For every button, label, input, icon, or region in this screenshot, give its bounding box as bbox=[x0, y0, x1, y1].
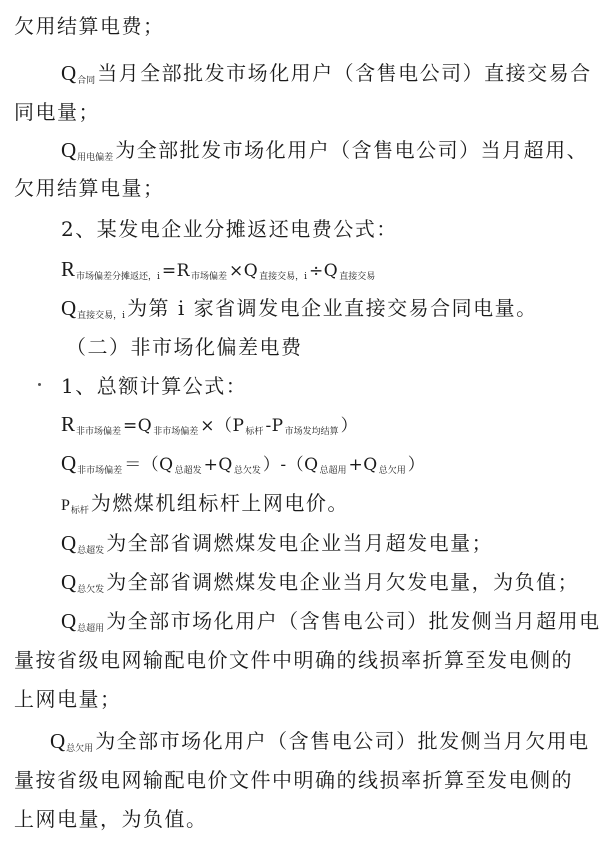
subscript: 非市场偏差 bbox=[77, 466, 123, 476]
symbol-p: P bbox=[61, 497, 70, 514]
line-text: 为第 i 家省调发电企业直接交易合同电量。 bbox=[127, 296, 538, 320]
operator: ＝（Q bbox=[124, 455, 174, 475]
subscript: 总欠用 bbox=[378, 466, 406, 476]
line-text: 欠用结算电费； bbox=[14, 14, 165, 38]
text-line-10 bbox=[61, 374, 247, 398]
symbol-q: Q bbox=[61, 61, 77, 85]
subscript: 总超用 bbox=[77, 624, 105, 634]
symbol-q: Q bbox=[61, 609, 77, 633]
line-text: 量按省级电网输配电价文件中明确的线损率折算至发电侧的 bbox=[14, 648, 573, 672]
subscript: 用电偏差 bbox=[77, 153, 114, 163]
line-text: 2、某发电企业分摊返还电费公式： bbox=[61, 217, 398, 241]
subscript: 标杆 bbox=[245, 427, 264, 437]
operator: +Q bbox=[348, 455, 378, 475]
symbol-r: R bbox=[61, 412, 76, 436]
symbol-q: Q bbox=[61, 531, 77, 555]
text-line-5 bbox=[14, 176, 165, 200]
subscript: 总欠发 bbox=[77, 585, 105, 595]
line-text: 上网电量，为负值。 bbox=[14, 807, 208, 831]
subscript: 合同 bbox=[77, 76, 96, 86]
subscript: 市场偏差分摊返还，i bbox=[76, 272, 160, 282]
symbol-q: Q bbox=[61, 570, 77, 594]
operator: ）-（Q bbox=[262, 455, 319, 475]
line-text: 为燃煤机组标杆上网电价。 bbox=[90, 491, 349, 515]
text-line-14 bbox=[61, 531, 493, 563]
text-line-21 bbox=[14, 807, 208, 831]
subscript: 总欠用 bbox=[66, 744, 94, 754]
formula-line-3 bbox=[61, 451, 425, 483]
operator: +Q bbox=[203, 455, 233, 475]
operator: ×Q bbox=[228, 261, 259, 281]
operator: -P bbox=[265, 416, 284, 436]
operator: ） bbox=[340, 416, 359, 436]
subscript: 非市场偏差 bbox=[153, 427, 199, 437]
symbol-q: Q bbox=[61, 296, 77, 320]
section-heading bbox=[66, 335, 303, 359]
line-text: 为全部批发市场化用户（含售电公司）当月超用、 bbox=[115, 138, 589, 162]
text-line-8 bbox=[61, 296, 538, 328]
operator: ÷Q bbox=[309, 261, 339, 281]
subscript: 直接交易，i bbox=[259, 272, 308, 282]
text-line-18 bbox=[14, 687, 122, 711]
symbol-q: Q bbox=[61, 451, 77, 475]
text-line-3 bbox=[14, 100, 100, 124]
text-line-20 bbox=[14, 768, 573, 792]
subscript: 市场发均结算 bbox=[284, 427, 339, 437]
subscript: 直接交易，i bbox=[77, 311, 126, 321]
subscript: 直接交易 bbox=[339, 272, 376, 282]
subscript: 非市场偏差 bbox=[76, 427, 122, 437]
formula-line-2 bbox=[61, 412, 358, 444]
subscript: 总超发 bbox=[174, 466, 202, 476]
subscript: 总超发 bbox=[77, 546, 105, 556]
text-line-6 bbox=[61, 217, 398, 241]
text-line-13 bbox=[61, 491, 349, 523]
line-text: 当月全部批发市场化用户（含售电公司）直接交易合 bbox=[97, 61, 592, 85]
line-text: 为全部市场化用户（含售电公司）批发侧当月欠用电 bbox=[95, 729, 590, 753]
subscript: 市场偏差 bbox=[190, 272, 227, 282]
subscript: 总欠发 bbox=[233, 466, 261, 476]
text-line-17 bbox=[14, 648, 573, 672]
operator: ） bbox=[407, 455, 426, 475]
line-text: 同电量； bbox=[14, 100, 100, 124]
line-text: 为全部省调燃煤发电企业当月超发电量； bbox=[106, 531, 494, 555]
line-text: 为全部省调燃煤发电企业当月欠发电量，为负值； bbox=[106, 570, 580, 594]
symbol-r: R bbox=[61, 257, 76, 281]
line-text: 欠用结算电量； bbox=[14, 176, 165, 200]
symbol-q: Q bbox=[50, 729, 66, 753]
line-text: 上网电量； bbox=[14, 687, 122, 711]
text-line-4 bbox=[61, 138, 588, 170]
text-line-15 bbox=[61, 570, 579, 602]
operator: =Q bbox=[123, 416, 153, 436]
line-text: 为全部市场化用户（含售电公司）批发侧当月超用电 bbox=[106, 609, 601, 633]
text-line-1 bbox=[14, 14, 165, 38]
subscript: 标杆 bbox=[70, 506, 89, 516]
text-line-16 bbox=[61, 609, 601, 641]
formula-line-1 bbox=[61, 257, 377, 289]
text-line-2 bbox=[61, 61, 592, 93]
line-text: 量按省级电网输配电价文件中明确的线损率折算至发电侧的 bbox=[14, 768, 573, 792]
line-text: 1、总额计算公式： bbox=[61, 374, 248, 398]
text-line-19 bbox=[50, 729, 590, 761]
symbol-q: Q bbox=[61, 138, 77, 162]
operator: ×（P bbox=[200, 416, 245, 436]
line-text: （二）非市场化偏差电费 bbox=[66, 335, 303, 359]
operator: =R bbox=[161, 261, 190, 281]
subscript: 总超用 bbox=[319, 466, 347, 476]
scan-mark bbox=[38, 383, 41, 386]
